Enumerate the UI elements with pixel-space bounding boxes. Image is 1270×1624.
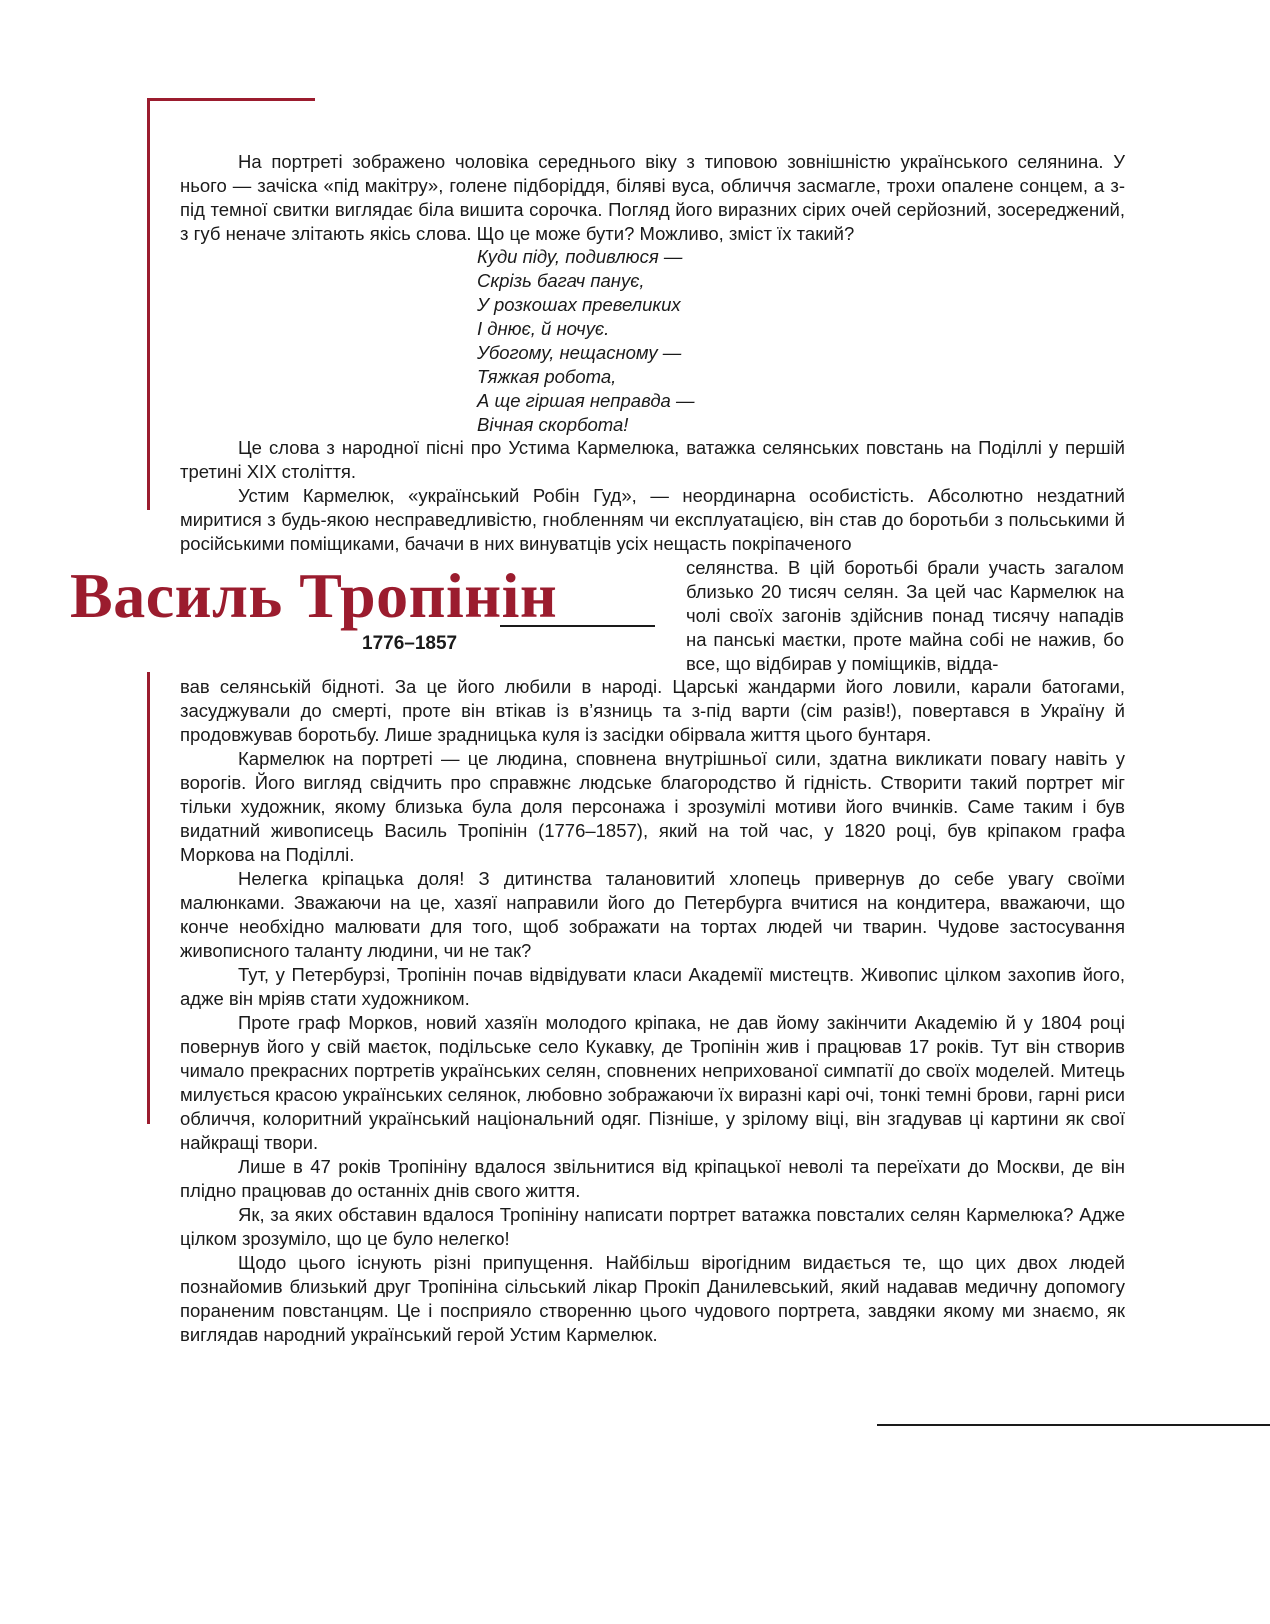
poem-line: Скрізь багач панує,	[477, 270, 645, 291]
paragraph: Нелегка кріпацька доля! З дитинства талановитий хлопець привернув до себе увагу своїми малюнками. Зважаючи на це, хазяї направили його до Петербурга вчитися на кондитера, вважаючи, що конче необхідно малювати для того, щоб зображати на тортах людей чи тварин. Чудове застосування живописного таланту людини, чи не так?	[180, 868, 1125, 961]
intro-text	[180, 150, 1125, 246]
life-years: 1776–1857	[362, 633, 458, 654]
poem-line: А ще гіршая неправда —	[477, 390, 695, 411]
poem-line: Куди піду, подивлюся —	[477, 246, 683, 267]
side-column-text: селянства. В цій боротьбі брали участь загалом близько 20 тисяч селян. За цей час Кармелюк на чолі своїх загонів здійснив понад тисячу нападів на панські маєтки, проте майна собі не нажив, бо все, що відбирав у поміщиків, відда-	[686, 557, 1124, 674]
poem-line: І днює, й ночує.	[477, 318, 610, 339]
top-accent-line	[147, 98, 315, 101]
left-accent-line-lower	[147, 672, 150, 1124]
poem-line: У розкошах превеликих	[477, 294, 681, 315]
continuation-paragraph: вав селянській бідноті. За це його любили в народі. Царські жандарми його ловили, карали батогами, засуджували до смерті, проте він втікав із в’язниць та з-під варти (сім разів!), повертався в Україну й продовжував боротьбу. Лише зрадницька куля із засідки обірвала життя цього бунтаря.	[180, 676, 1125, 745]
page-title: Василь Тропінін	[70, 560, 558, 631]
intro-paragraph: На портреті зображено чоловіка середнього віку з типовою зовнішністю українського селянина. У нього — зачіска «під макітру», голене підборіддя, біляві вуса, обличчя засмагле, трохи опалене сонцем, а з-під темної свитки виглядає біла вишита сорочка. Погляд його виразних сірих очей серйозний, зосереджений, з губ неначе злітають якісь слова. Що це може бути? Можливо, зміст їх такий?	[180, 151, 1125, 244]
paragraph: Як, за яких обставин вдалося Тропініну написати портрет ватажка повсталих селян Кармелюка? Адже цілком зрозуміло, що це було нелегко!	[180, 1204, 1125, 1249]
folk-song-poem	[477, 245, 694, 437]
bottom-right-rule	[877, 1424, 1270, 1426]
poem-line: Вічная скорбота!	[477, 414, 629, 435]
poem-line: Тяжкая робота,	[477, 366, 617, 387]
paragraph: Це слова з народної пісні про Устима Кармелюка, ватажка селянських повстань на Поділлі у першій третині XIX століття.	[180, 437, 1125, 482]
paragraph: Проте граф Морков, новий хазяїн молодого кріпака, не дав йому закінчити Академію й у 1804 році повернув його у свій маєток, подільське село Кукавку, де Тропінін жив і працював 17 років. Тут він створив чимало прекрасних портретів українських селян, сповнених неприхованої симпатії до своїх моделей. Митець милується красою українських селянок, любовно зображаючи їх виразні карі очі, тонкі темні брови, гарні риси обличчя, колоритний український національний одяг. Пізніше, у зрілому віці, він згадував ці картини як свої найкращі твори.	[180, 1012, 1125, 1153]
after-poem-text	[180, 436, 1125, 556]
paragraph: Тут, у Петербурзі, Тропінін почав відвідувати класи Академії мистецтв. Живопис цілком захопив його, адже він мріяв стати художником.	[180, 964, 1125, 1009]
poem-line: Убогому, нещасному —	[477, 342, 682, 363]
paragraph: Кармелюк на портреті — це людина, сповнена внутрішньої сили, здатна викликати повагу навіть у ворогів. Його вигляд свідчить про справжнє людське благородство й гідність. Створити такий портрет міг тільки художник, якому близька була доля персонажа і зрозумілі мотиви його вчинків. Саме таким і був видатний живописець Василь Тропінін (1776–1857), який на той час, у 1820 році, був кріпаком графа Моркова на Поділлі.	[180, 748, 1125, 865]
paragraph: Устим Кармелюк, «український Робін Гуд», — неординарна особистість. Абсолютно нездатний миритися з будь-якою несправедливістю, гнобленням чи експлуатацією, він став до боротьби з польськими й російськими поміщиками, бачачи в них винуватців усіх нещасть покріпаченого	[180, 485, 1125, 554]
left-accent-line-upper	[147, 98, 150, 510]
paragraph: Лише в 47 років Тропініну вдалося звільнитися від кріпацької неволі та переїхати до Москви, де він плідно працював до останніх днів свого життя.	[180, 1156, 1125, 1201]
paragraph: Щодо цього існують різні припущення. Найбільш вірогідним видається те, що цих двох людей познайомив близький друг Тропініна сільський лікар Прокіп Данилевський, який надавав медичну допомогу пораненим повстанцям. Це і посприяло створенню цього чудового портрета, завдяки якому ми знаємо, як виглядав народний український герой Устим Кармелюк.	[180, 1252, 1125, 1345]
main-text	[180, 675, 1125, 1347]
